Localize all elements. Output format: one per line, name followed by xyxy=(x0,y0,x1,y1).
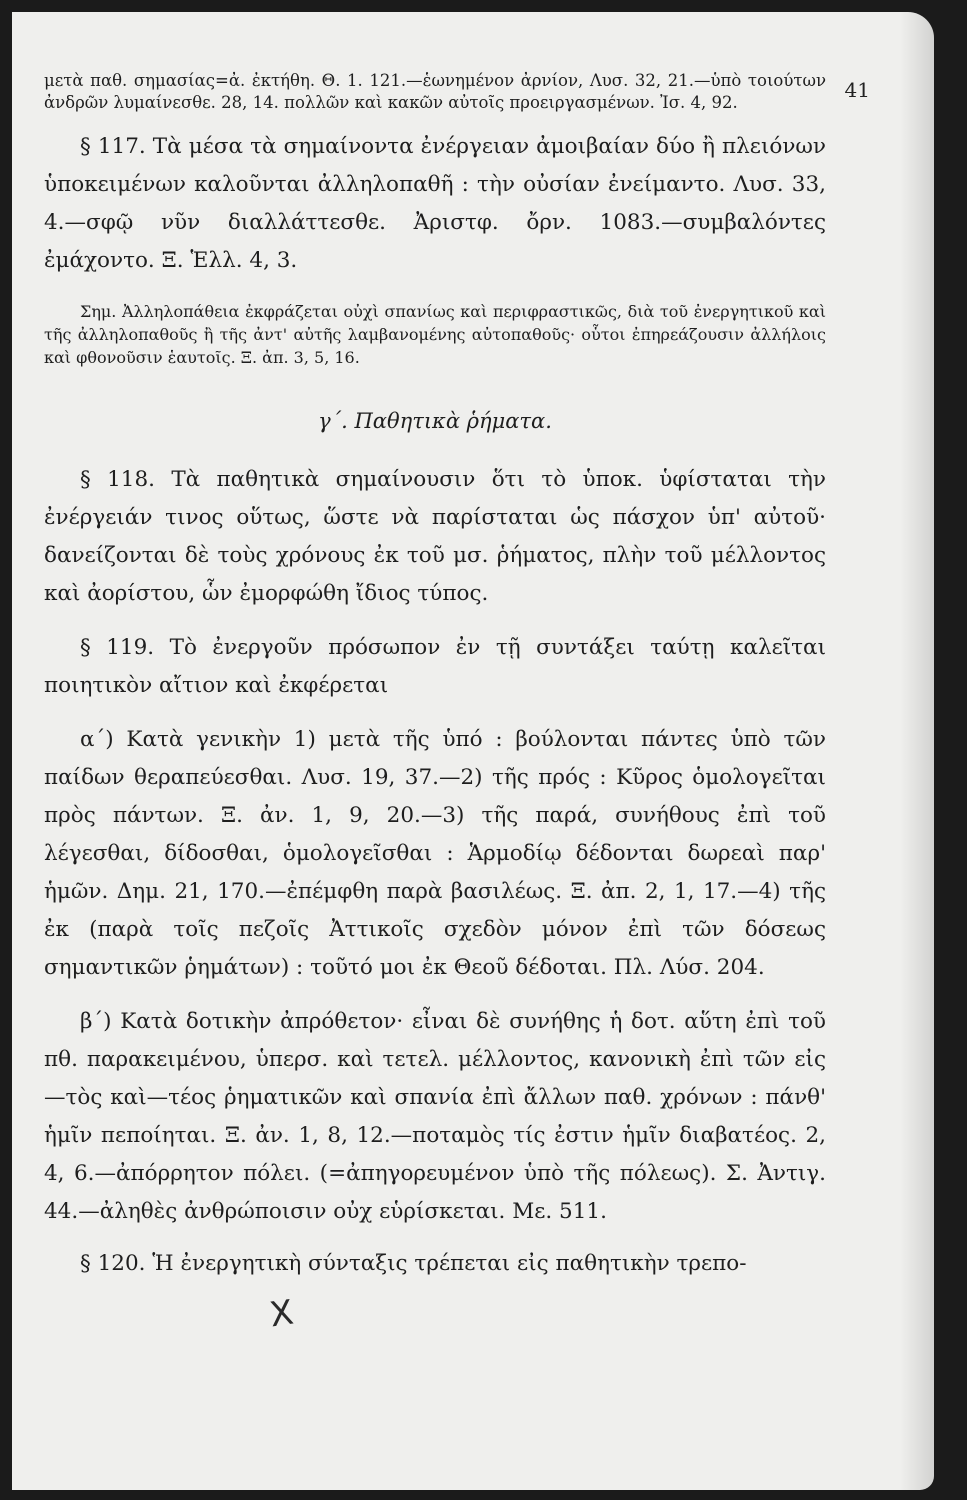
page-edge-shadow xyxy=(900,12,934,1490)
paragraph-beta: β΄) Κατὰ δοτικὴν ἀπρόθετον· εἶναι δὲ συνήθης ἡ δοτ. αὕτη ἐπὶ τοῦ πθ. παρακειμένου, ὑπερσ. καὶ τετελ. μέλλοντος, κανονικὴ ἐπὶ τῶν εἰς—τὸς καὶ—τέος ῥηματικῶν καὶ σπανία ἐπὶ ἄλλων παθ. χρόνων : πάνθ' ἡμῖν πεποίηται. Ξ. ἀν. 1, 8, 12.—ποταμὸς τίς ἐστιν ἡμῖν διαβατέος. 2, 4, 6.—ἀπόρρητον πόλει. (=ἀπηγορευμένον ὑπὸ τῆς πόλεως). Σ. Ἀντιγ. 44.—ἀληθὲς ἀνθρώποισιν οὐχ εὑρίσκεται. Με. 511. xyxy=(44,1009,826,1224)
page-content xyxy=(44,70,826,1283)
paragraph-continuation: μετὰ παθ. σημασίας=ἀ. ἐκτήθη. Θ. 1. 121.—ἑωνημένον ἀρνίον, Λυσ. 32, 21.—ὑπὸ τοιούτων ἀνδρῶν λυμαίνεσθε. 28, 14. πολλῶν καὶ κακῶν αὐτοῖς προειργασμένων. Ἰσ. 4, 92. xyxy=(44,71,826,112)
paragraph-119: § 119. Τὸ ἐνεργοῦν πρόσωπον ἐν τῇ συντάξει ταύτῃ καλεῖται ποιητικὸν αἴτιον καὶ ἐκφέρεται xyxy=(44,635,826,698)
book-page xyxy=(12,12,934,1490)
paragraph-118: § 118. Τὰ παθητικὰ σημαίνουσιν ὅτι τὸ ὑποκ. ὑφίσταται τὴν ἐνέργειάν τινος οὕτως, ὥστε νὰ παρίσταται ὡς πάσχον ὑπ' αὐτοῦ· δανείζονται δὲ τοὺς χρόνους ἐκ τοῦ μσ. ῥήματος, πλὴν τοῦ μέλλοντος καὶ ἀορίστου, ὧν ἐμορφώθη ἴδιος τύπος. xyxy=(44,467,826,606)
paragraph-120: § 120. Ἡ ἐνεργητικὴ σύνταξις τρέπεται εἰς παθητικὴν τρεπο- xyxy=(80,1251,747,1276)
handwritten-mark: Χ xyxy=(267,1292,296,1336)
page-number: 41 xyxy=(844,78,870,102)
section-heading: γ΄. Παθητικὰ ῥήματα. xyxy=(318,409,552,433)
paragraph-alpha: α΄) Κατὰ γενικὴν 1) μετὰ τῆς ὑπό : βούλονται πάντες ὑπὸ τῶν παίδων θεραπεύεσθαι. Λυσ. 19, 37.—2) τῆς πρός : Κῦρος ὁμολογεῖται πρὸς πάντων. Ξ. ἀν. 1, 9, 20.—3) τῆς παρά, συνήθους ἐπὶ τοῦ λέγεσθαι, δίδοσθαι, ὁμολογεῖσθαι : Ἁρμοδίῳ δέδονται δωρεαὶ παρ' ἡμῶν. Δημ. 21, 170.—ἐπέμφθη παρὰ βασιλέως. Ξ. ἀπ. 2, 1, 17.—4) τῆς ἐκ (παρὰ τοῖς πεζοῖς Ἀττικοῖς σχεδὸν μόνον ἐπὶ τῶν δόσεως σημαντικῶν ῥημάτων) : τοῦτό μοι ἐκ Θεοῦ δέδοται. Πλ. Λύσ. 204. xyxy=(44,727,826,980)
note-paragraph: Σημ. Ἀλληλοπάθεια ἐκφράζεται οὐχὶ σπανίως καὶ περιφραστικῶς, διὰ τοῦ ἐνεργητικοῦ καὶ τῆς ἀλληλοπαθοῦς ἢ τῆς ἀντ' αὐτῆς λαμβανομένης αὐτοπαθοῦς· οὗτοι ἐπηρεάζουσιν ἀλλήλοις καὶ φθονοῦσιν ἑαυτοῖς. Ξ. ἀπ. 3, 5, 16. xyxy=(44,302,826,367)
paragraph-117: § 117. Τὰ μέσα τὰ σημαίνοντα ἐνέργειαν ἀμοιβαίαν δύο ἢ πλειόνων ὑποκειμένων καλοῦνται ἀλληλοπαθῆ : τὴν οὐσίαν ἐνείμαντο. Λυσ. 33, 4.—σφῷ νῦν διαλλάττεσθε. Ἀριστφ. ὄρν. 1083.—συμβαλόντες ἐμάχοντο. Ξ. Ἑλλ. 4, 3. xyxy=(44,134,826,273)
